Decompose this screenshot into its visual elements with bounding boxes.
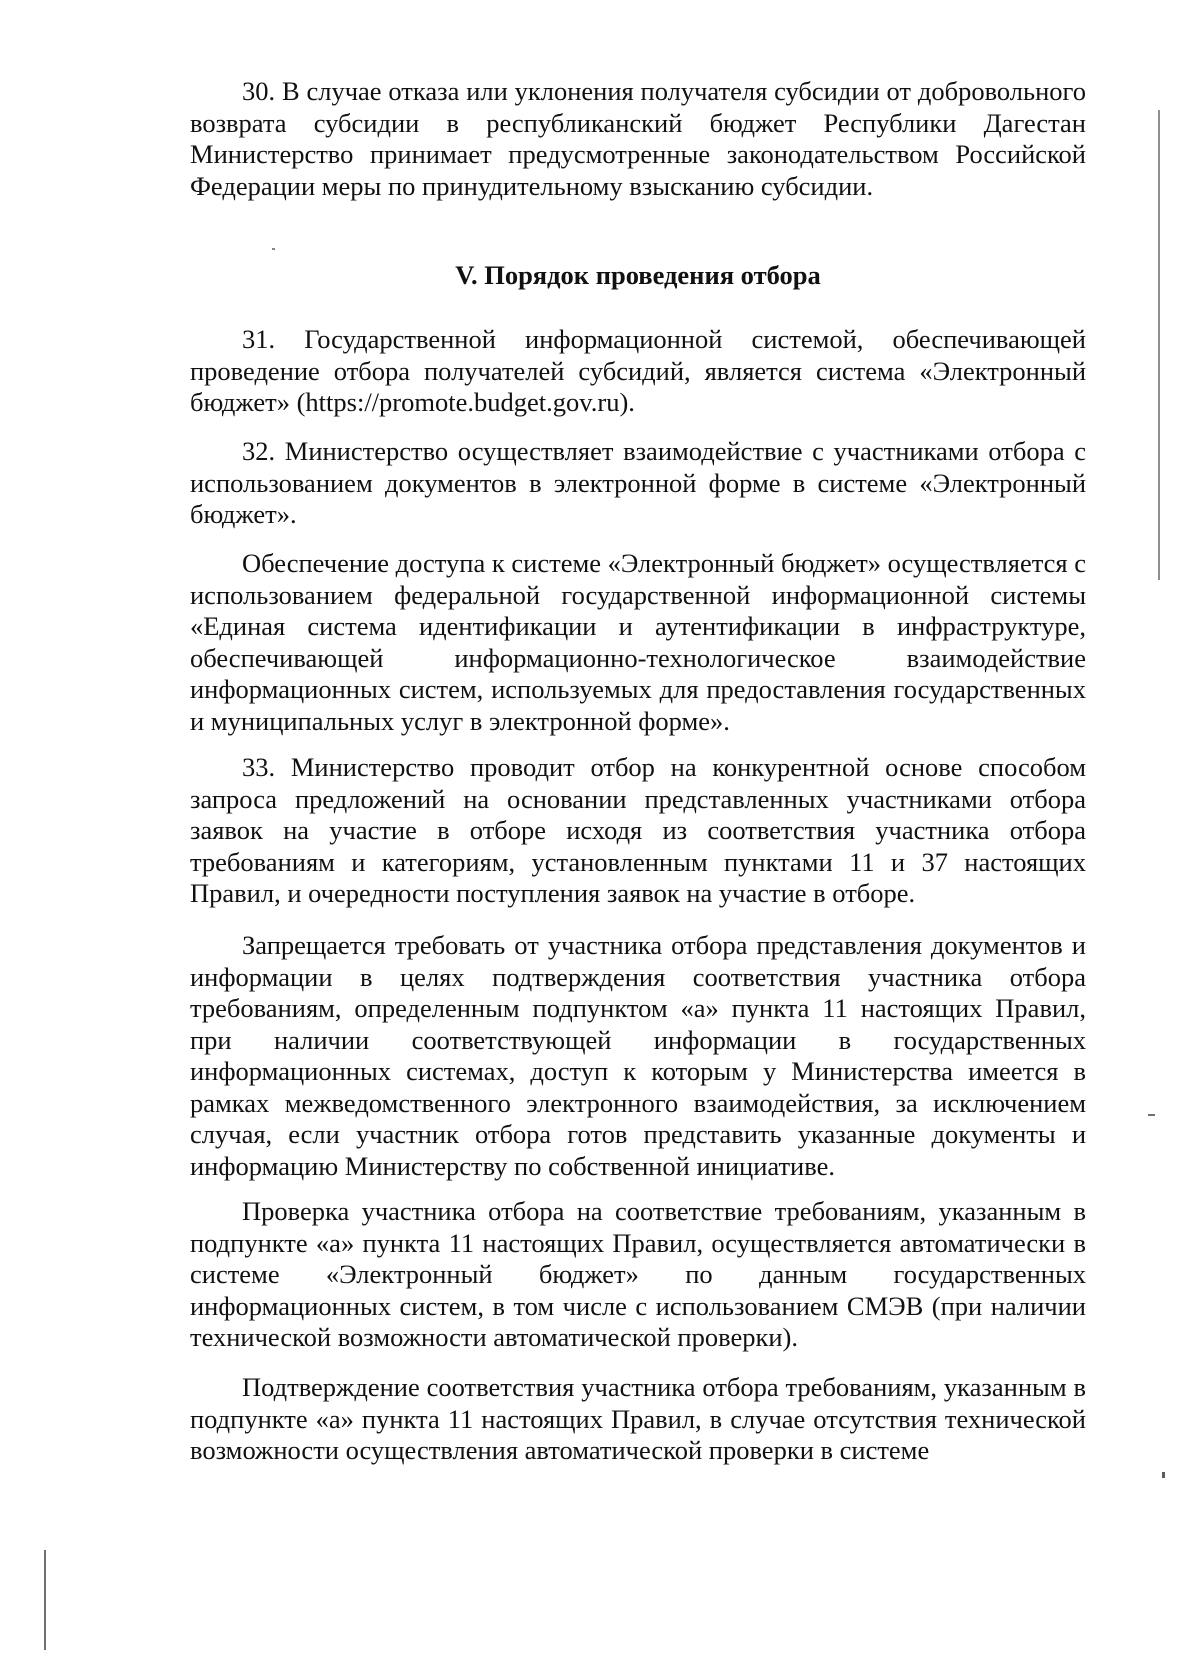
scan-speck: [272, 248, 275, 250]
scan-speck: [1148, 1114, 1155, 1116]
paragraph-33: 33. Министерство проводит отбор на конкурентной основе способом запроса предложений на основании представленных участниками отбора заявок на участие в отборе исходя из соответствия участника отбора требованиям и категориям, установленным пунктами 11 и 37 настоящих Правил, и очередности поступления заявок на участие в отборе.: [190, 752, 1086, 908]
scan-edge-line: [44, 1550, 46, 1650]
paragraph-32-access: Обеспечение доступа к системе «Электронный бюджет» осуществляется с использованием федеральной государственной информационной системы «Единая система идентификации и аутентификации в инфраструктуре, обеспечивающей информационно-технологическое взаимодействие информационных систем, используемых для предоставления государственных и муниципальных услуг в электронной форме».: [190, 548, 1086, 736]
scan-edge-line: [1158, 110, 1160, 580]
section-heading: V. Порядок проведения отбора: [455, 260, 821, 290]
paragraph-31: 31. Государственной информационной системой, обеспечивающей проведение отбора получателей субсидий, является система «Электронный бюджет» (https://promote.budget.gov.ru).: [190, 324, 1086, 417]
paragraph-33-prohibition: Запрещается требовать от участника отбора представления документов и информации в целях подтверждения соответствия участника отбора требованиям, определенным подпунктом «а» пункта 11 настоящих Правил, при наличии соответствующей информации в государственных информационных системах, доступ к которым у Министерства имеется в рамках межведомственного электронного взаимодействия, за исключением случая, если участник отбора готов представить указанные документы и информацию Министерству по собственной инициативе.: [190, 930, 1086, 1181]
paragraph-30: 30. В случае отказа или уклонения получателя субсидии от добровольного возврата субсидии в республиканский бюджет Республики Дагестан Министерство принимает предусмотренные законодательством Российской Федерации меры по принудительному взысканию субсидии.: [190, 76, 1086, 201]
scan-speck: [1162, 1472, 1165, 1478]
paragraph-32: 32. Министерство осуществляет взаимодействие с участниками отбора с использованием документов в электронной форме в системе «Электронный бюджет».: [190, 436, 1086, 529]
paragraph-33-confirmation: Подтверждение соответствия участника отбора требованиям, указанным в подпункте «а» пункта 11 настоящих Правил, в случае отсутствия технической возможности осуществления автоматической проверки в системе: [190, 1372, 1086, 1465]
paragraph-33-check: Проверка участника отбора на соответствие требованиям, указанным в подпункте «а» пункта 11 настоящих Правил, осуществляется автоматически в системе «Электронный бюджет» по данным государственных информационных систем, в том числе с использованием СМЭВ (при наличии технической возможности автоматической проверки).: [190, 1196, 1086, 1352]
